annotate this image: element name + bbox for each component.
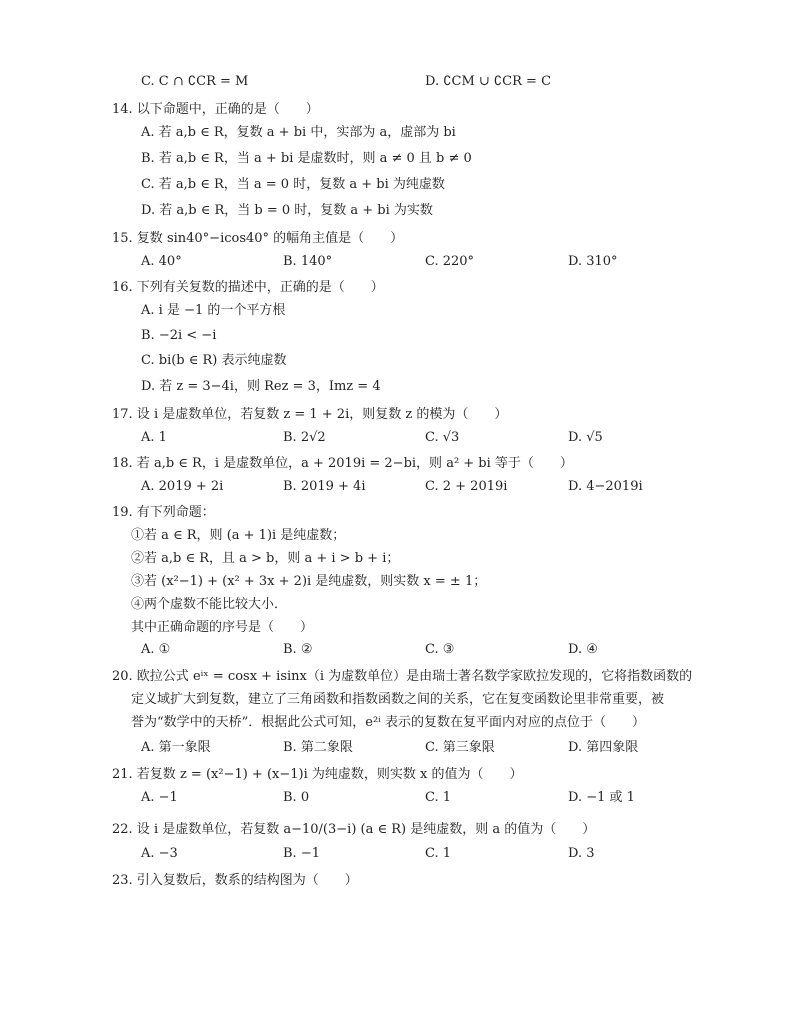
question-21-option-c: C. 1 xyxy=(425,790,452,805)
question-18-option-c: C. 2 + 2019i xyxy=(425,479,508,494)
question-16-stem: 16. 下列有关复数的描述中，正确的是（ ） xyxy=(112,280,384,295)
question-15-option-a: A. 40° xyxy=(141,254,182,269)
question-16-option-c: C. bi(b ∈ R) 表示纯虚数 xyxy=(141,353,287,368)
question-21-option-a: A. −1 xyxy=(141,790,178,805)
question-17-stem: 17. 设 i 是虚数单位，若复数 z = 1 + 2i，则复数 z 的模为（ ） xyxy=(112,407,508,422)
question-20-stem-line-1: 20. 欧拉公式 eⁱˣ = cosx + isinx（i 为虚数单位）是由瑞士著名数学家欧拉发现的，它将指数函数的 xyxy=(112,669,693,684)
question-16-option-a: A. i 是 −1 的一个平方根 xyxy=(141,303,286,318)
question-20-option-d: D. 第四象限 xyxy=(568,740,639,755)
question-16-option-d: D. 若 z = 3−4i，则 Rez = 3，Imz = 4 xyxy=(141,379,381,394)
question-19-option-a: A. ① xyxy=(141,642,171,657)
question-17-option-c: C. √3 xyxy=(425,430,460,445)
question-20-stem-line-2: 定义域扩大到复数，建立了三角函数和指数函数之间的关系，它在复变函数论里非常重要，被 xyxy=(131,692,665,707)
question-22-stem: 22. 设 i 是虚数单位，若复数 a−10/(3−i) (a ∈ R) 是纯虚数，则 a 的值为（ ） xyxy=(112,822,596,837)
question-17-option-b: B. 2√2 xyxy=(283,430,326,445)
question-19-item-2: ②若 a,b ∈ R，且 a > b，则 a + i > b + i； xyxy=(131,551,400,566)
question-21-option-b: B. 0 xyxy=(283,790,310,805)
question-20-option-b: B. 第二象限 xyxy=(283,740,353,755)
question-14-option-b: B. 若 a,b ∈ R，当 a + bi 是虚数时，则 a ≠ 0 且 b ≠ 0 xyxy=(141,151,472,166)
question-14-option-d: D. 若 a,b ∈ R，当 b = 0 时，复数 a + bi 为实数 xyxy=(141,203,433,218)
question-15-stem: 15. 复数 sin40°−icos40° 的幅角主值是（ ） xyxy=(112,231,404,246)
question-19-stem: 19. 有下列命题： xyxy=(112,505,215,520)
question-14-option-a: A. 若 a,b ∈ R，复数 a + bi 中，实部为 a，虚部为 bi xyxy=(141,125,456,140)
question-21-stem: 21. 若复数 z = (x²−1) + (x−1)i 为纯虚数，则实数 x 的值为（ ） xyxy=(112,767,523,782)
question-18-option-b: B. 2019 + 4i xyxy=(283,479,366,494)
question-14-option-c: C. 若 a,b ∈ R，当 a = 0 时，复数 a + bi 为纯虚数 xyxy=(141,177,445,192)
question-19-option-b: B. ② xyxy=(283,642,313,657)
question-22-option-b: B. −1 xyxy=(283,846,320,861)
question-23-stem: 23. 引入复数后，数系的结构图为（ ） xyxy=(112,873,358,888)
question-22-option-c: C. 1 xyxy=(425,846,452,861)
question-18-option-d: D. 4−2019i xyxy=(568,479,643,494)
question-16-option-b: B. −2i < −i xyxy=(141,328,217,343)
question-19-item-3: ③若 (x²−1) + (x² + 3x + 2)i 是纯虚数，则实数 x = ± 1； xyxy=(131,574,487,589)
option-c: C. C ∩ ∁CR = M xyxy=(141,74,249,89)
question-19-prompt: 其中正确命题的序号是（ ） xyxy=(131,620,314,635)
option-d: D. ∁CM ∪ ∁CR = C xyxy=(425,74,552,89)
question-22-option-d: D. 3 xyxy=(568,846,595,861)
question-19-option-c: C. ③ xyxy=(425,642,455,657)
question-21-option-d: D. −1 或 1 xyxy=(568,790,635,805)
question-22-option-a: A. −3 xyxy=(141,846,178,861)
question-19-option-d: D. ④ xyxy=(568,642,598,657)
question-15-option-b: B. 140° xyxy=(283,254,333,269)
question-17-option-d: D. √5 xyxy=(568,430,603,445)
question-14-stem: 14. 以下命题中，正确的是（ ） xyxy=(112,102,319,117)
question-20-option-c: C. 第三象限 xyxy=(425,740,495,755)
question-19-item-1: ①若 a ∈ R，则 (a + 1)i 是纯虚数； xyxy=(131,528,346,543)
question-18-stem: 18. 若 a,b ∈ R，i 是虚数单位，a + 2019i = 2−bi，则 a² + bi 等于（ ） xyxy=(112,456,573,471)
question-20-option-a: A. 第一象限 xyxy=(141,740,211,755)
question-15-option-c: C. 220° xyxy=(425,254,475,269)
question-20-stem-line-3: 誉为“数学中的天桥”．根据此公式可知，e²ⁱ 表示的复数在复平面内对应的点位于（ ） xyxy=(131,715,645,730)
question-15-option-d: D. 310° xyxy=(568,254,618,269)
question-19-item-4: ④两个虚数不能比较大小． xyxy=(131,597,288,612)
question-18-option-a: A. 2019 + 2i xyxy=(141,479,224,494)
question-17-option-a: A. 1 xyxy=(141,430,167,445)
